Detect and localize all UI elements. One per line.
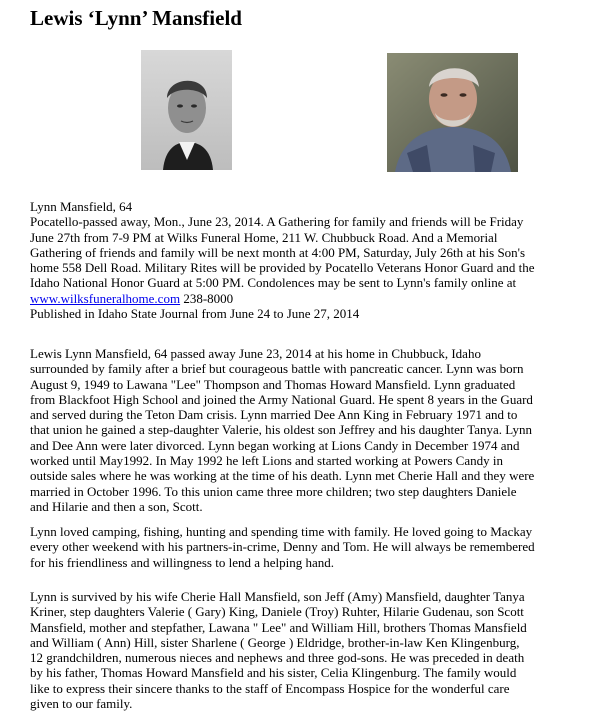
notice-line: Pocatello-passed away, Mon., June 23, 2014. A Gathering for family and friends will be Friday bbox=[30, 214, 524, 230]
biography-paragraph bbox=[30, 346, 575, 514]
death-notice bbox=[30, 199, 575, 321]
paragraph-line: Mansfield, mother and stepfather, Lawana " Lee" and William Hill, brothers Thomas Mansfield bbox=[30, 619, 527, 635]
paragraph-line: and Dee Ann were later divorced. Lynn began working at Lions Candy in December 1974 and bbox=[30, 437, 520, 453]
notice-line: June 27th from 7-9 PM at Wilks Funeral Home, 211 W. Chubbuck Road. And a Memorial bbox=[30, 229, 498, 245]
paragraph-line: that union he gained a step-daughter Valerie, his oldest son Jeffrey and his daughter Tanya. Lynn bbox=[30, 422, 532, 438]
page-title: Lewis ‘Lynn’ Mansfield bbox=[30, 6, 242, 30]
paragraph-line: worked until May1992. In May 1992 he left Lions and started working at Powers Candy in bbox=[30, 453, 503, 469]
paragraph-line: and William ( Ann) Hill, sister Sharlene ( George ) Eldridge, brother-in-law Ken Klingenburg, bbox=[30, 634, 520, 650]
portrait-older-photo bbox=[387, 53, 518, 172]
paragraph-line: Kriner, step daughters Valerie ( Gary) King, Daniele (Troy) Ruhter, Hilarie Gudenau, son Scott bbox=[30, 604, 524, 620]
paragraph-line: given to our family. bbox=[30, 696, 133, 712]
paragraph-line: like to express their sincere thanks to the staff of Encompass Hospice for the wonderful care bbox=[30, 680, 510, 696]
paragraph-line: every other weekend with his partners-in-crime, Denny and Tom. He will always be remembered bbox=[30, 539, 535, 555]
paragraph-line: Lynn loved camping, fishing, hunting and spending time with family. He loved going to Mackay bbox=[30, 524, 533, 539]
paragraph-line: married in October 1996. To this union came three more children; two step daughters Daniele bbox=[30, 483, 517, 499]
paragraph-line: Lynn is survived by his wife Cherie Hall Mansfield, son Jeff (Amy) Mansfield, daughter Tanya bbox=[30, 589, 525, 604]
hobbies-paragraph bbox=[30, 524, 575, 570]
paragraph-line: Lewis Lynn Mansfield, 64 passed away June 23, 2014 at his home in Chubbuck, Idaho bbox=[30, 346, 481, 361]
paragraph-line: from Blackfoot High School and joined the Army National Guard. He spent 8 years in the Guard bbox=[30, 391, 533, 407]
paragraph-line: August 9, 1949 to Lawana "Lee" Thompson and Thomas Howard Mansfield. Lynn graduated bbox=[30, 376, 516, 392]
published-line: Published in Idaho State Journal from June 24 to June 27, 2014 bbox=[30, 306, 360, 322]
notice-contact-line bbox=[30, 291, 575, 306]
survivors-paragraph bbox=[30, 589, 575, 711]
paragraph-line: 12 grandchildren, numerous nieces and nephews and three god-sons. He was preceded in death bbox=[30, 650, 525, 666]
funeral-home-link[interactable]: www.wilksfuneralhome.com bbox=[30, 290, 181, 306]
notice-line: home 558 Dell Road. Military Rites will be provided by Pocatello Veterans Honor Guard and the bbox=[30, 260, 535, 276]
paragraph-line: and Hilarie and then a son, Scott. bbox=[30, 498, 203, 514]
notice-line: Idaho National Honor Guard at 5:00 PM. Condolences may be sent to Lynn's family online at bbox=[30, 275, 517, 291]
funeral-home-phone: 238-8000 bbox=[180, 290, 234, 306]
paragraph-line: by his father, Thomas Howard Mansfield and his sister, Celia Klingenburg. The family would bbox=[30, 665, 517, 681]
paragraph-line: and served during the Teton Dam crisis. Lynn married Dee Ann King in February 1971 and to bbox=[30, 407, 518, 423]
notice-line: Gathering of friends and family will be next month at 4:00 PM, Saturday, July 26th at his Son's bbox=[30, 244, 526, 260]
paragraph-line: outside sales where he was working at the time of his death. Lynn met Cherie Hall and they were bbox=[30, 468, 535, 484]
paragraph-line: for his friendliness and willingness to lend a helping hand. bbox=[30, 554, 335, 570]
portrait-young-photo bbox=[141, 50, 232, 170]
notice-name-age: Lynn Mansfield, 64 bbox=[30, 199, 133, 214]
paragraph-line: surrounded by family after a brief but courageous battle with pancreatic cancer. Lynn was born bbox=[30, 361, 524, 377]
